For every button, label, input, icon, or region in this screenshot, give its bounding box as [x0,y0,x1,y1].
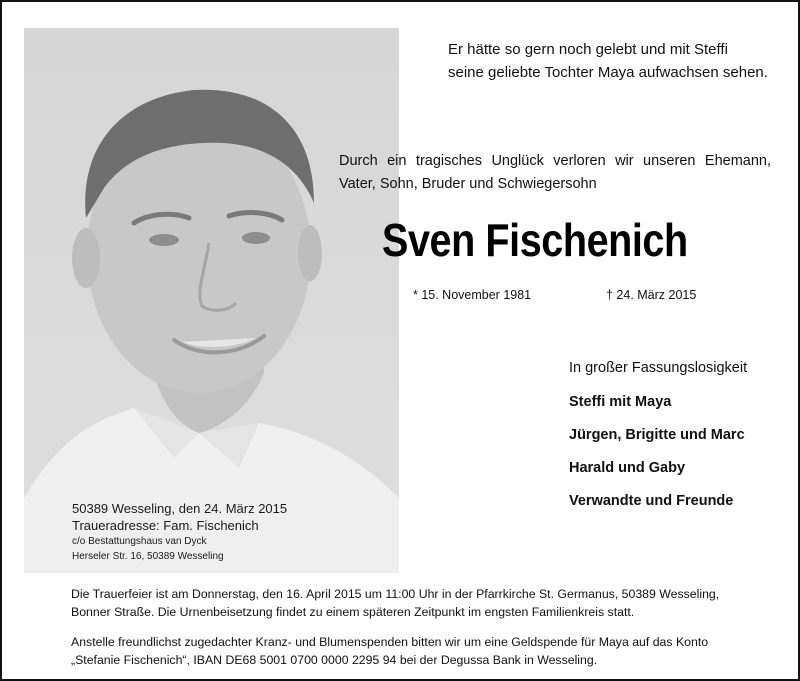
mourner-name: Verwandte und Freunde [569,493,734,509]
donation-line-1: Anstelle freundlichst zugedachter Kranz- und Blumenspenden bitten wir um eine Geldspende für Maya auf das Konto [71,635,709,649]
place-date: 50389 Wesseling, den 24. März 2015 [72,501,288,516]
care-of: c/o Bestattungshaus van Dyck [72,536,207,547]
birth-date: * 15. November 1981 [413,288,532,302]
funeral-notice [71,585,761,621]
mourner-name: Harald und Gaby [569,460,686,476]
quote-line-2: seine geliebte Tochter Maya aufwachsen sehen. [448,64,768,81]
mourner-name: Steffi mit Maya [569,394,672,410]
deceased-name: Sven Fischenich [382,214,688,266]
intro-text [339,150,771,196]
mourning-address: Traueradresse: Fam. Fischenich [72,518,259,533]
street-address: Herseler Str. 16, 50389 Wesseling [72,551,224,562]
portrait-photo [24,28,399,573]
donation-line-2: „Stefanie Fischenich“, IBAN DE68 5001 0700 0000 2295 94 bei der Degussa Bank in Wesseling. [71,653,598,667]
funeral-line-2: Bonner Straße. Die Urnenbeisetzung findet zu einem späteren Zeitpunkt im engsten Familienkreis statt. [71,605,635,619]
address-block [72,500,332,564]
intro-line-2: Vater, Sohn, Bruder und Schwiegersohn [339,176,597,192]
mourners-intro: In großer Fassungslosigkeit [569,360,748,376]
funeral-line-1: Die Trauerfeier ist am Donnerstag, den 16. April 2015 um 11:00 Uhr in der Pfarrkirche St. Germanus, 50389 Wesseling, [71,587,720,601]
mourner-name: Jürgen, Brigitte und Marc [569,427,745,443]
quote-line-1: Er hätte so gern noch gelebt und mit Steffi [448,41,728,58]
portrait-illustration [24,28,399,573]
memorial-quote [448,38,778,84]
intro-line-1: Durch ein tragisches Unglück verloren wir unseren Ehemann, [339,153,771,169]
death-date: † 24. März 2015 [606,288,697,302]
donation-notice [71,633,761,669]
mourners-list [569,358,789,524]
